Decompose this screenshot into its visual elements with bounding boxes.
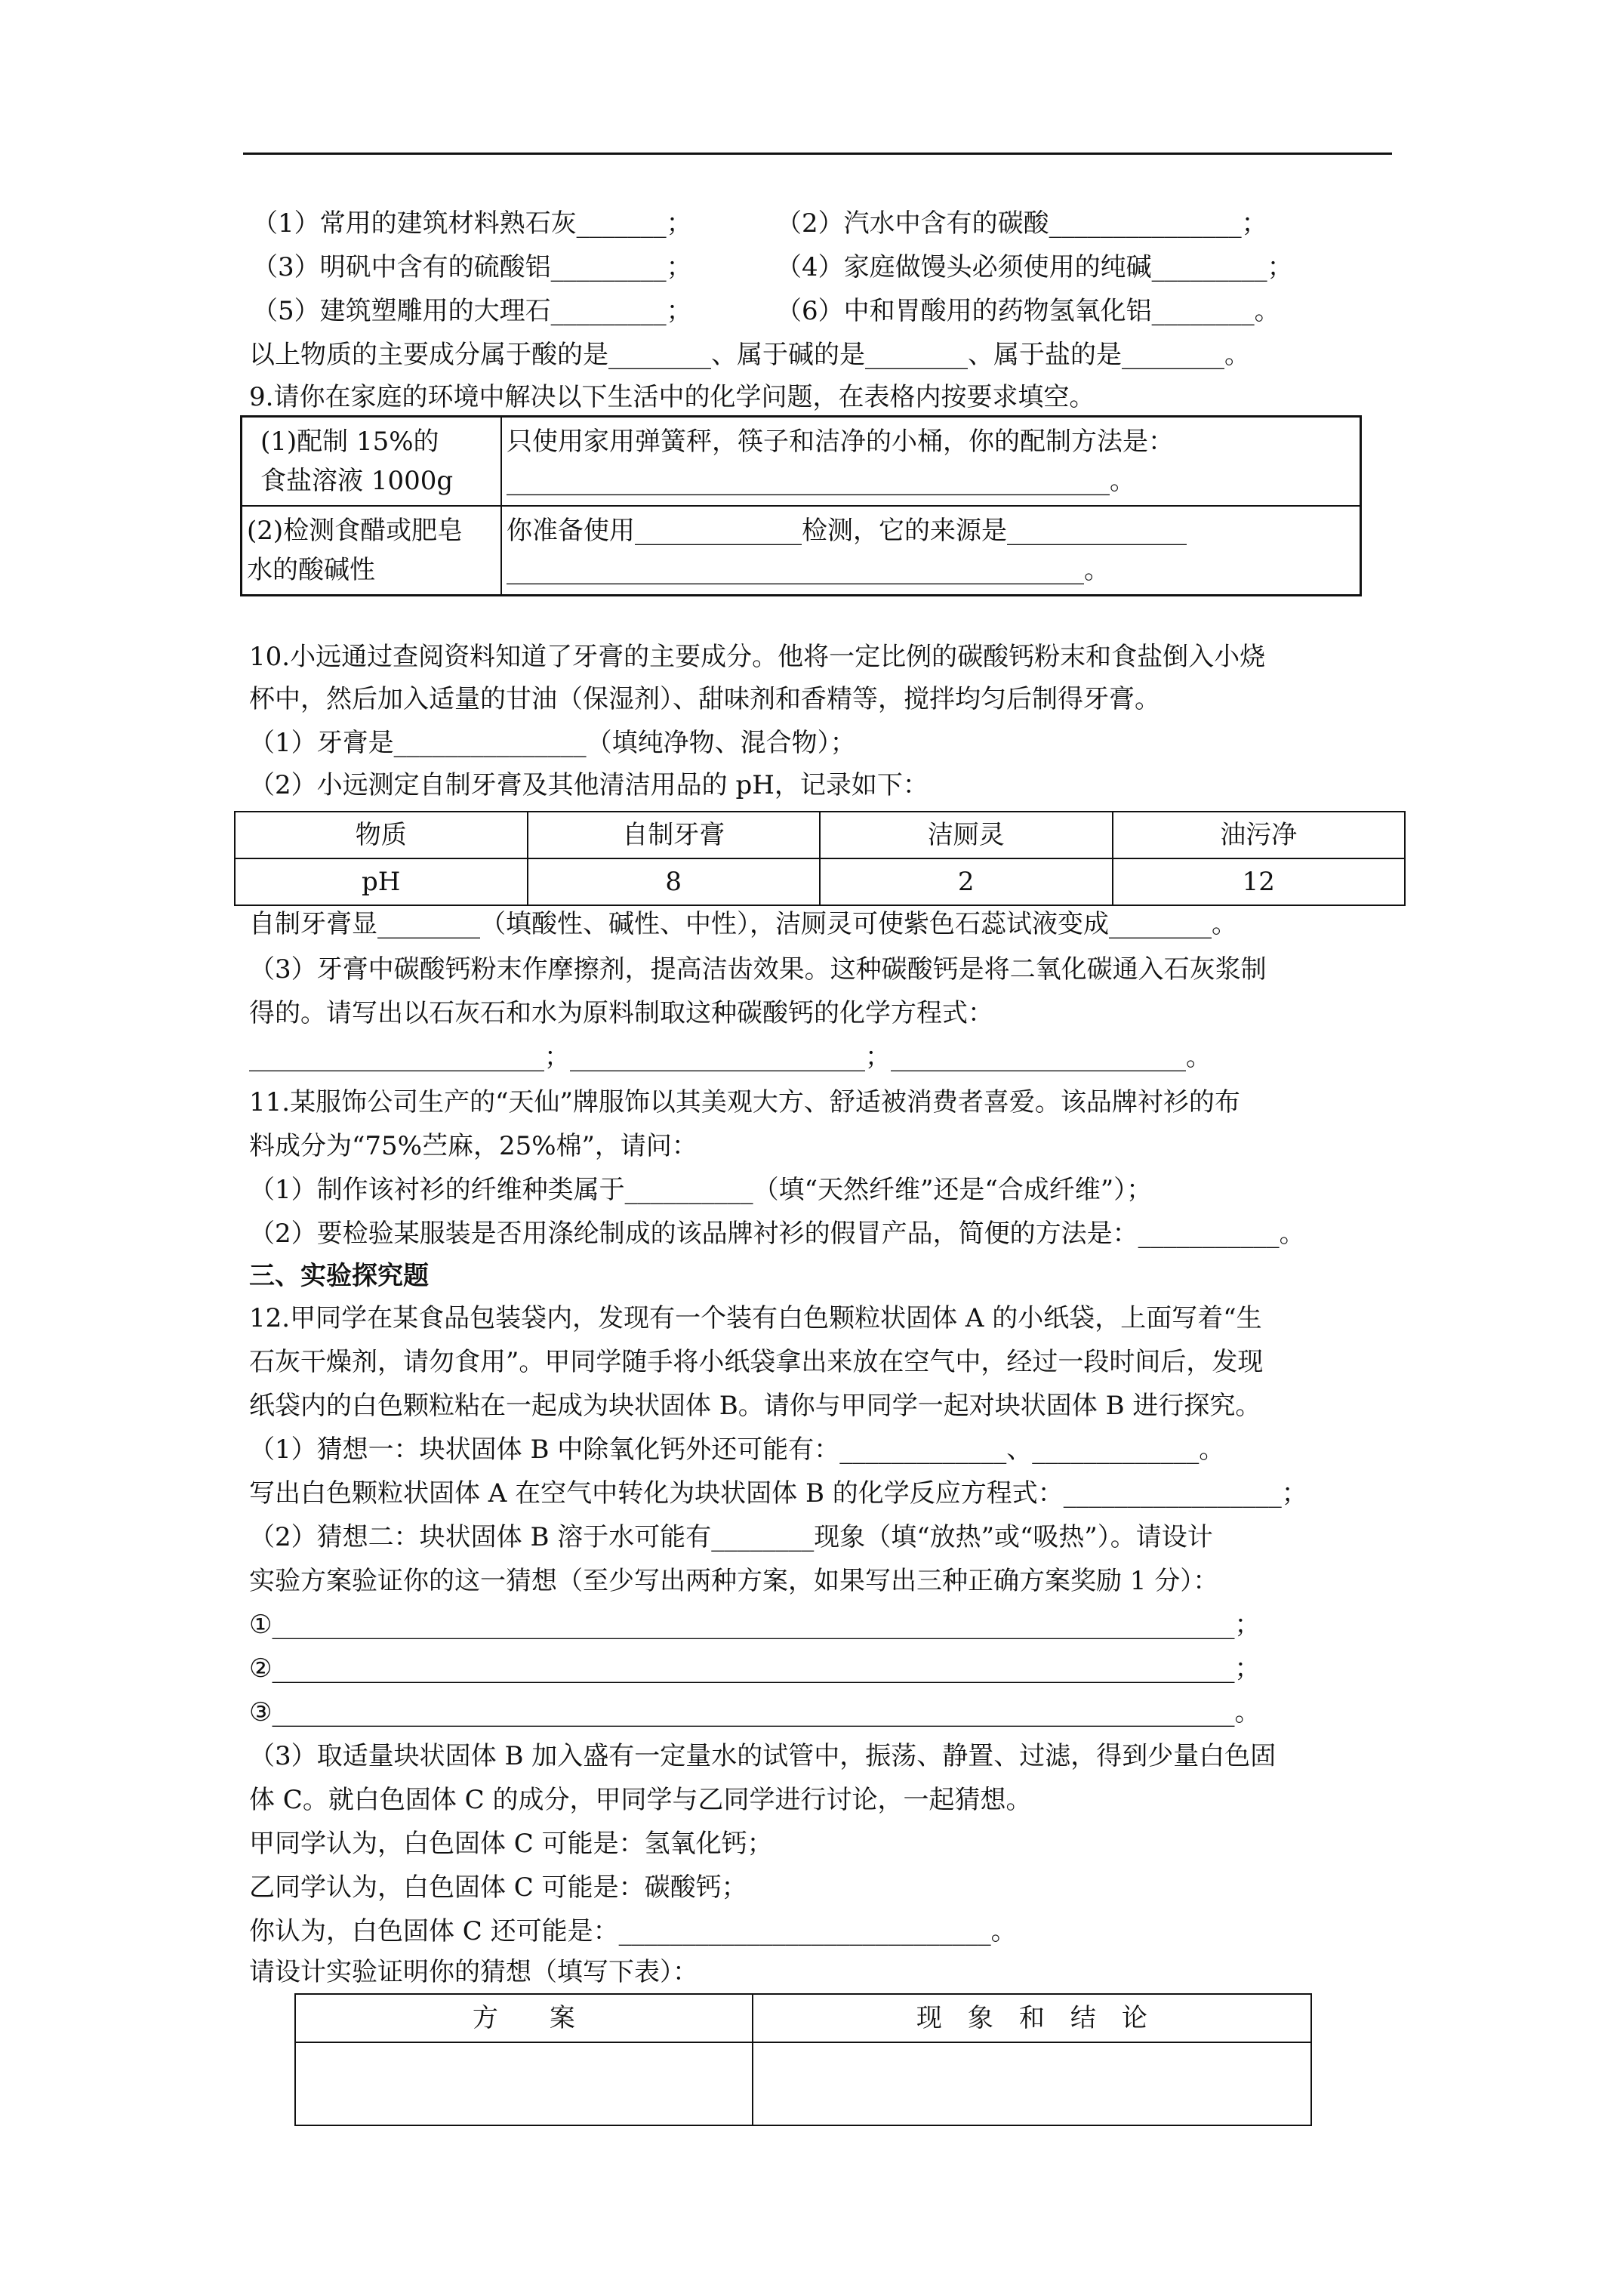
- q9-row2-text-line2: _____________________________________________。: [507, 555, 1110, 585]
- ph-table-cell: 12: [1113, 858, 1406, 905]
- ph-table-header: 油污净: [1113, 812, 1406, 858]
- q12-student-b: 乙同学认为，白色固体 C 可能是：碳酸钙；: [249, 1872, 747, 1903]
- q12-line2: 石灰干燥剂，请勿食用”。甲同学随手将小纸袋拿出来放在空气中，经过一段时间后，发现: [249, 1347, 1264, 1377]
- experiment-result-cell[interactable]: [753, 2042, 1311, 2125]
- ph-table-cell: pH: [235, 858, 528, 905]
- experiment-plan-cell[interactable]: [295, 2042, 753, 2125]
- q9-table: [240, 415, 1362, 596]
- q12-plan-1: ①___________________________________________________________________________；: [249, 1610, 1261, 1640]
- q12-plan-3: ③___________________________________________________________________________。: [249, 1697, 1261, 1727]
- q12-your-guess: 你认为，白色固体 C 还可能是：_____________________________。: [249, 1916, 1017, 1946]
- q12-equation: 写出白色颗粒状固体 A 在空气中转化为块状固体 B 的化学反应方程式：_________________；: [249, 1478, 1307, 1509]
- experiment-table-header: 方 案: [295, 1994, 753, 2042]
- q10-sub3-line1: （3）牙膏中碳酸钙粉末作摩擦剂，提高洁齿效果。这种碳酸钙是将二氧化碳通入石灰浆制: [249, 954, 1267, 985]
- section-title: 三、实验探究题: [249, 1261, 429, 1291]
- q10-sub3-line2: 得的。请写出以石灰石和水为原料制取这种碳酸钙的化学方程式：: [249, 998, 993, 1028]
- q9-row2-answer: [501, 506, 1361, 596]
- ph-table-header: 洁厕灵: [820, 812, 1113, 858]
- ph-table-cell: 2: [820, 858, 1113, 905]
- q12-guess2-line1: （2）猜想二：块状固体 B 溶于水可能有________现象（填“放热”或“吸热”）。请设计: [249, 1522, 1213, 1552]
- q9-row2-text-line1: 你准备使用_____________检测，它的来源是______________: [507, 516, 1187, 546]
- q8-item-6: （6）中和胃酸用的药物氢氧化铝________。: [776, 296, 1280, 326]
- q12-line1: 12.甲同学在某食品包装袋内，发现有一个装有白色颗粒状固体 A 的小纸袋，上面写着“生: [249, 1303, 1262, 1333]
- q8-item-5: （5）建筑塑雕用的大理石_________；: [252, 296, 692, 326]
- header-rule: [243, 153, 1392, 155]
- q8-item-4: （4）家庭做馒头必须使用的纯碱_________；: [776, 252, 1293, 282]
- q9-row1-text-line1: 只使用家用弹簧秤，筷子和洁净的小桶，你的配制方法是：: [507, 427, 1174, 457]
- q10-line2: 杯中，然后加入适量的甘油（保湿剂）、甜味剂和香精等，搅拌均匀后制得牙膏。: [249, 684, 1160, 714]
- q9-row1-answer: [501, 417, 1361, 507]
- q10-line5: 自制牙膏显________（填酸性、碱性、中性），洁厕灵可使紫色石蕊试液变成________。: [249, 909, 1237, 939]
- q9-row1-text-line2: _______________________________________________。: [507, 466, 1135, 496]
- q8-item-3: （3）明矾中含有的硫酸铝_________；: [252, 252, 692, 282]
- q12-guess2-line2: 实验方案验证你的这一猜想（至少写出两种方案，如果写出三种正确方案奖励 1 分）：: [249, 1566, 1219, 1596]
- q11-line1: 11.某服饰公司生产的“天仙”牌服饰以其美观大方、舒适被消费者喜爱。该品牌衬衫的布: [249, 1087, 1240, 1117]
- q12-guess1: （1）猜想一：块状固体 B 中除氧化钙外还可能有：_____________、_____________。: [249, 1435, 1225, 1465]
- q12-sub3-line1: （3）取适量块状固体 B 加入盛有一定量水的试管中，振荡、静置、过滤，得到少量白色固: [249, 1741, 1277, 1771]
- q9-row2-label: [242, 506, 502, 596]
- q9-row2-label-line2: 水的酸碱性: [247, 555, 375, 585]
- ph-table-header: 物质: [235, 812, 528, 858]
- q9-row2-label-line1: (2)检测食醋或肥皂: [247, 516, 463, 546]
- q11-sub1: （1）制作该衬衫的纤维种类属于__________（填“天然纤维”还是“合成纤维”）；: [249, 1175, 1153, 1205]
- q10-line1: 10.小远通过查阅资料知道了牙膏的主要成分。他将一定比例的碳酸钙粉末和食盐倒入小烧: [249, 642, 1266, 672]
- ph-table-header: 自制牙膏: [528, 812, 821, 858]
- q10-sub2: （2）小远测定自制牙膏及其他清洁用品的 pH，记录如下：: [249, 770, 929, 800]
- ph-table: [234, 811, 1406, 906]
- q10-equations: _______________________；_______________________；_______________________。: [249, 1042, 1212, 1072]
- experiment-table: [294, 1993, 1312, 2126]
- q9-row1-label-line1: (1)配制 15%的: [260, 427, 439, 457]
- q9-intro: 9.请你在家庭的环境中解决以下生活中的化学问题，在表格内按要求填空。: [249, 382, 1095, 412]
- experiment-table-header: 现 象 和 结 论: [753, 1994, 1311, 2042]
- q11-sub2: （2）要检验某服装是否用涤纶制成的该品牌衬衫的假冒产品，简便的方法是：___________。: [249, 1219, 1305, 1249]
- q8-item-1: （1）常用的建筑材料熟石灰_______；: [252, 208, 692, 239]
- q12-line3: 纸袋内的白色颗粒粘在一起成为块状固体 B。请你与甲同学一起对块状固体 B 进行探究。: [249, 1391, 1261, 1421]
- q12-student-a: 甲同学认为，白色固体 C 可能是：氢氧化钙；: [249, 1829, 773, 1859]
- q11-line2: 料成分为“75%苎麻，25%棉”，请问：: [249, 1131, 698, 1161]
- ph-table-cell: 8: [528, 858, 821, 905]
- q12-plan-2: ②___________________________________________________________________________；: [249, 1653, 1261, 1684]
- q9-row1-label-line2: 食盐溶液 1000g: [260, 466, 454, 496]
- q9-row1-label: [242, 417, 502, 507]
- q8-summary: 以上物质的主要成分属于酸的是________、属于碱的是________、属于盐的是________。: [249, 340, 1250, 370]
- q10-sub1: （1）牙膏是_______________（填纯净物、混合物）；: [249, 728, 856, 758]
- q8-item-2: （2）汽水中含有的碳酸_______________；: [776, 208, 1267, 239]
- q12-design-prompt: 请设计实验证明你的猜想（填写下表）：: [249, 1957, 698, 1987]
- q12-sub3-line2: 体 C。就白色固体 C 的成分，甲同学与乙同学进行讨论，一起猜想。: [249, 1785, 1032, 1815]
